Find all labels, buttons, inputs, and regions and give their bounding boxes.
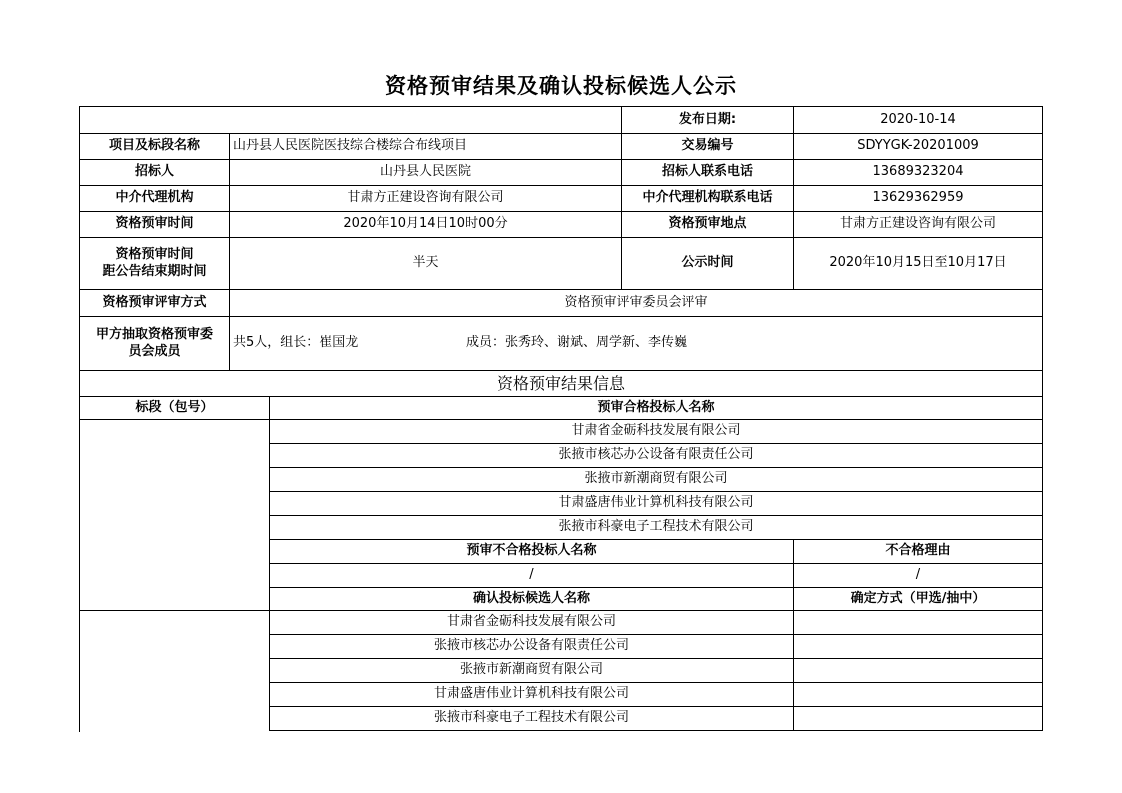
lot-header: 标段（包号） [135, 399, 214, 415]
interval-label-line-2: 距公告结束期时间 [102, 263, 207, 279]
committee-label-line-2: 员会成员 [128, 343, 181, 359]
interval-label-line-1: 资格预审时间 [115, 247, 194, 263]
results-section-title: 资格预审结果信息 [496, 373, 625, 393]
agency-phone-label: 中介代理机构联系电话 [642, 190, 773, 206]
interval-value: 半天 [412, 255, 439, 271]
candidate-row: 张掖市核芯办公设备有限责任公司 [433, 638, 629, 654]
publicity-value: 2020年10月15日至10月17日 [829, 255, 1007, 271]
tenderer-value: 山丹县人民医院 [379, 164, 471, 180]
publish-date-value: 2020-10-14 [880, 111, 956, 127]
committee-members: 成员：张秀玲、谢斌、周学新、李传巍 [466, 335, 688, 351]
method-value: 资格预审评审委员会评审 [564, 294, 708, 310]
candidate-row: 甘肃盛唐伟业计算机科技有限公司 [433, 686, 629, 702]
method-column-header: 确定方式（甲选/抽中） [850, 590, 986, 606]
candidates-header: 确认投标候选人名称 [472, 590, 590, 606]
unqualified-name: / [529, 567, 534, 583]
page-title: 资格预审结果及确认投标候选人公示 [385, 74, 737, 98]
unqualified-header: 预审不合格投标人名称 [466, 543, 597, 559]
agency-phone-value: 13629362959 [872, 190, 964, 206]
qualified-row: 甘肃省金砺科技发展有限公司 [571, 423, 741, 439]
agency-value: 甘肃方正建设咨询有限公司 [347, 190, 504, 206]
agency-label: 中介代理机构 [115, 190, 194, 206]
review-time-value: 2020年10月14日10时00分 [343, 216, 508, 232]
trade-no-label: 交易编号 [681, 138, 734, 154]
trade-no-value: SDYYGK-20201009 [857, 138, 979, 154]
committee-count: 共5人，组长：崔国龙 [233, 335, 359, 351]
tenderer-phone-label: 招标人联系电话 [661, 164, 753, 180]
publicity-label: 公示时间 [681, 255, 734, 271]
project-label: 项目及标段名称 [108, 138, 200, 154]
qualified-row: 甘肃盛唐伟业计算机科技有限公司 [558, 495, 754, 511]
method-label: 资格预审评审方式 [102, 294, 207, 310]
unqualified-reason: / [915, 567, 921, 583]
committee-label [80, 317, 229, 370]
qualified-header: 预审合格投标人名称 [597, 399, 715, 415]
publish-date-label: 发布日期: [678, 111, 737, 127]
review-place-label: 资格预审地点 [668, 216, 747, 232]
unqualified-reason-header: 不合格理由 [885, 543, 951, 559]
project-name: 山丹县人民医院医技综合楼综合布线项目 [233, 138, 468, 154]
qualified-row: 张掖市新潮商贸有限公司 [584, 471, 728, 487]
qualified-row: 张掖市科豪电子工程技术有限公司 [558, 519, 754, 535]
review-place-value: 甘肃方正建设咨询有限公司 [839, 216, 996, 232]
interval-label [80, 238, 229, 289]
candidate-row: 甘肃省金砺科技发展有限公司 [446, 614, 616, 630]
grid-line [1042, 106, 1043, 731]
tenderer-phone-value: 13689323204 [872, 164, 964, 180]
candidate-row: 张掖市科豪电子工程技术有限公司 [433, 710, 629, 726]
grid-line [269, 730, 1043, 731]
committee-label-line-1: 甲方抽取资格预审委 [95, 327, 213, 343]
qualified-row: 张掖市核芯办公设备有限责任公司 [558, 447, 754, 463]
tenderer-label: 招标人 [134, 164, 174, 180]
candidate-row: 张掖市新潮商贸有限公司 [459, 662, 603, 678]
review-time-label: 资格预审时间 [115, 216, 194, 232]
